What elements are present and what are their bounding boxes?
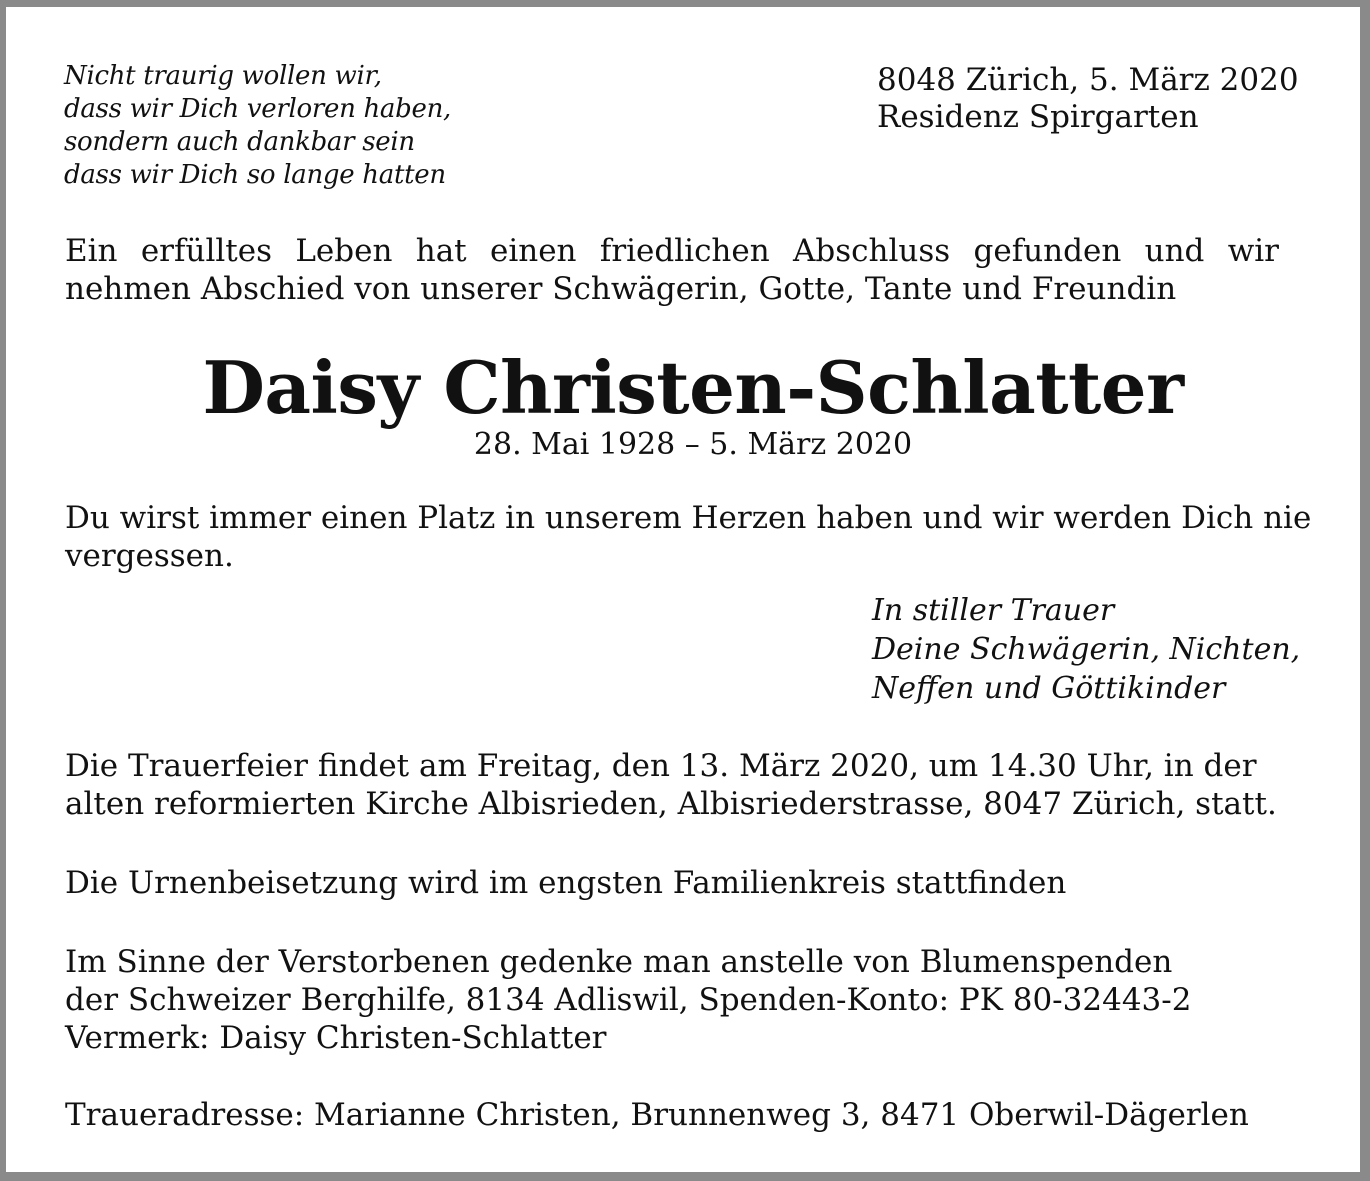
life-dates: 28. Mai 1928 – 5. März 2020 bbox=[473, 427, 913, 462]
deceased-name: Daisy Christen-Schlatter bbox=[202, 345, 1184, 430]
poem-line: dass wir Dich so lange hatten bbox=[64, 160, 446, 190]
service-paragraph bbox=[65, 747, 1277, 823]
obituary-notice bbox=[6, 7, 1360, 1172]
intro-paragraph: Ein erfülltes Leben hat einen friedlichen Abschluss gefunden und wir nehmen Abschied von unserer Schwägerin, Gotte, Tante und Freundin bbox=[65, 233, 1279, 307]
burial-line: Die Urnenbeisetzung wird im engsten Familienkreis stattfinden bbox=[65, 865, 1067, 901]
burial-paragraph bbox=[65, 864, 1066, 902]
donation-line: Im Sinne der Verstorbenen gedenke man anstelle von Blumenspenden bbox=[65, 944, 1173, 980]
signoff-line: In stiller Trauer bbox=[872, 593, 1115, 628]
service-line: alten reformierten Kirche Albisrieden, Albisriederstrasse, 8047 Zürich, statt. bbox=[65, 786, 1277, 822]
poem-line: Nicht traurig wollen wir, bbox=[64, 61, 382, 91]
mourners-signoff bbox=[872, 591, 1300, 708]
service-line: Die Trauerfeier findet am Freitag, den 13. März 2020, um 14.30 Uhr, in der bbox=[65, 748, 1257, 784]
signoff-line: Deine Schwägerin, Nichten, bbox=[872, 632, 1301, 667]
city-date: 8048 Zürich, 5. März 2020 bbox=[877, 62, 1299, 98]
donation-paragraph bbox=[65, 943, 1191, 1057]
donation-line: der Schweizer Berghilfe, 8134 Adliswil, Spenden-Konto: PK 80-32443-2 bbox=[65, 982, 1192, 1018]
farewell-paragraph: Du wirst immer einen Platz in unserem Herzen haben und wir werden Dich nie vergessen. bbox=[65, 500, 1312, 574]
signoff-line: Neffen und Göttikinder bbox=[872, 671, 1226, 706]
donation-line: Vermerk: Daisy Christen-Schlatter bbox=[65, 1020, 607, 1056]
place-and-date bbox=[877, 62, 1299, 136]
residence: Residenz Spirgarten bbox=[877, 99, 1199, 135]
address-line: Traueradresse: Marianne Christen, Brunnenweg 3, 8471 Oberwil-Dägerlen bbox=[65, 1097, 1249, 1133]
poem-line: sondern auch dankbar sein bbox=[64, 127, 415, 157]
poem-line: dass wir Dich verloren haben, bbox=[64, 94, 451, 124]
mourning-address bbox=[65, 1096, 1249, 1134]
poem bbox=[64, 60, 451, 192]
